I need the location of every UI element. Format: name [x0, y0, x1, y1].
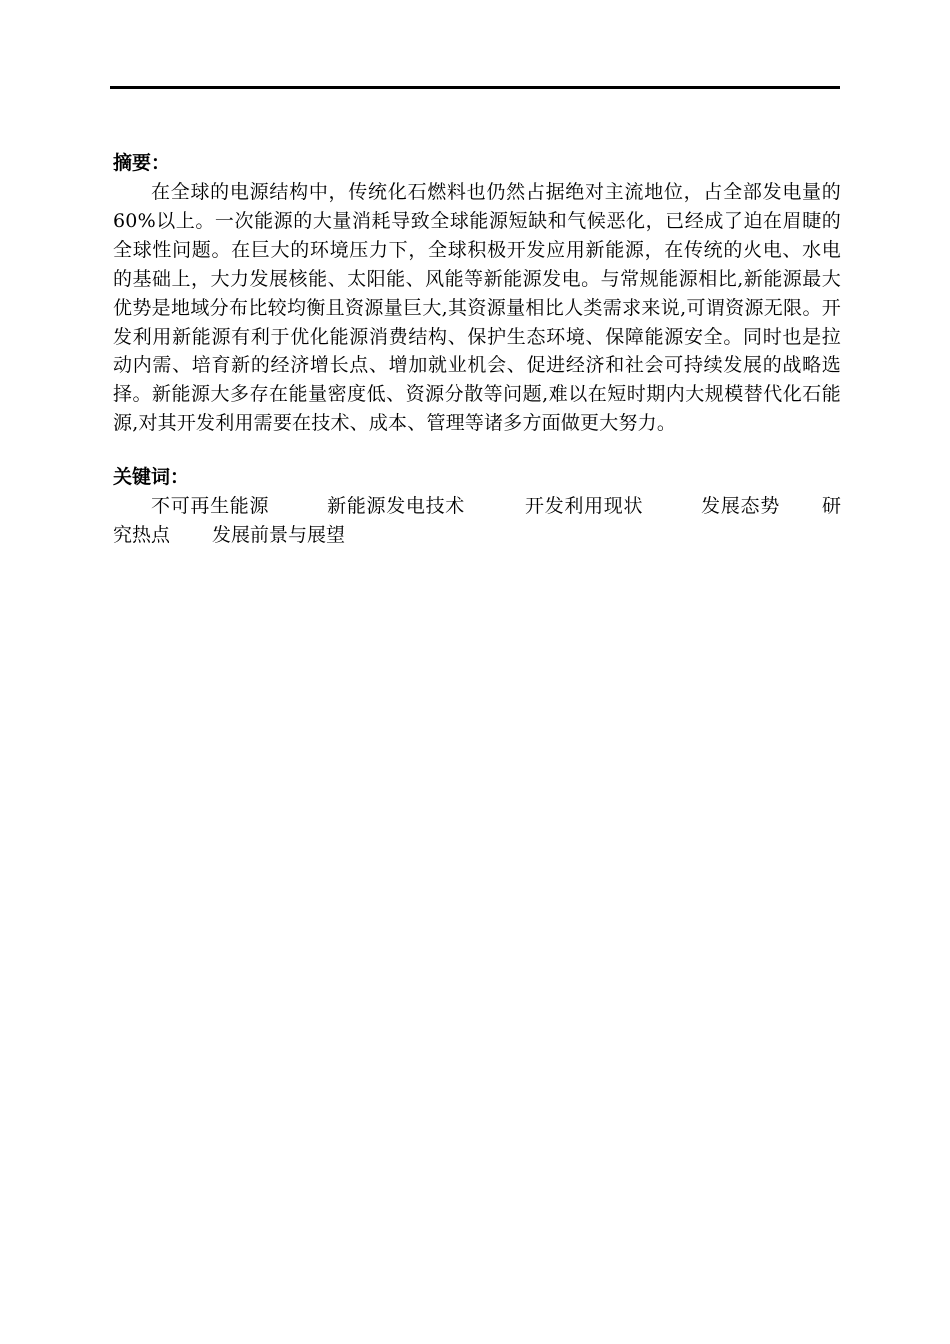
keywords-list [113, 492, 841, 550]
document-content [113, 148, 841, 550]
keyword-item: 发展前景与展望 [212, 524, 346, 547]
abstract-body: 在全球的电源结构中，传统化石燃料也仍然占据绝对主流地位，占全部发电量的 60%以上。一次能源的大量消耗导致全球能源短缺和气候恶化，已经成了迫在眉睫的全球性问题。在巨大的环境压力下，全球积极开发应用新能源，在传统的火电、水电的基础上，大力发展核能、太阳能、风能等新能源发电。与常规能源相比,新能源最大优势是地域分布比较均衡且资源量巨大,其资源量相比人类需求来说,可谓资源无限。开发利用新能源有利于优化能源消费结构、保护生态环境、保障能源安全。同时也是拉动内需、培育新的经济增长点、增加就业机会、促进经济和社会可持续发展的战略选择。新能源大多存在能量密度低、资源分散等问题,难以在短时期内大规模替代化石能源,对其开发利用需要在技术、成本、管理等诸多方面做更大努力。 [113, 181, 841, 435]
abstract-section [113, 148, 841, 438]
keyword-item: 开发利用现状 [525, 495, 644, 518]
keywords-section [113, 462, 841, 550]
keyword-item: 发展态势 [701, 495, 780, 518]
keyword-item: 研究热点 [113, 495, 841, 547]
keywords-heading: 关键词： [113, 466, 190, 489]
keyword-item: 不可再生能源 [151, 495, 270, 518]
header-rule [110, 86, 840, 89]
abstract-heading: 摘要： [113, 152, 171, 174]
keyword-item: 新能源发电技术 [327, 495, 466, 518]
